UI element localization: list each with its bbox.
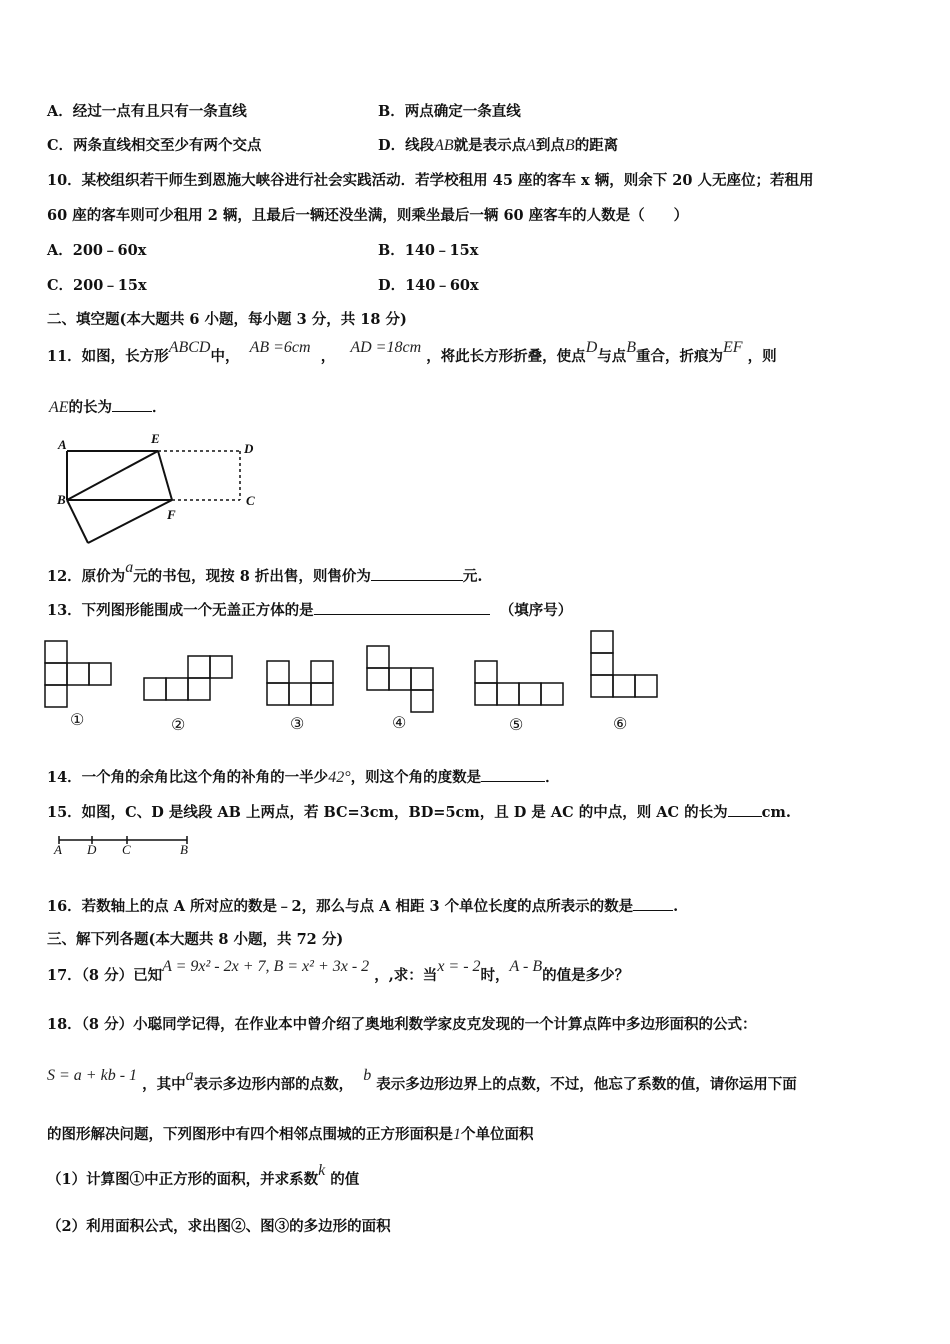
- q13-answer-blank[interactable]: [314, 600, 490, 615]
- q10-line1: 10．某校组织若干师生到恩施大峡谷进行社会实践活动．若学校租用 45 座的客车 x 辆，则余下 20 人无座位；若租用: [47, 172, 814, 189]
- cube-net-2: [143, 655, 235, 703]
- q11-label-a: A: [58, 437, 67, 452]
- q10-option-b: B．140﹣15x: [378, 242, 479, 259]
- q16-text: 16．若数轴上的点 A 所对应的数是﹣2，那么与点 A 相距 3 个单位长度的点所表示的数是 .: [47, 898, 679, 915]
- q11-text-line2: AE的长为 ．: [49, 399, 167, 416]
- q9-option-b: B．两点确定一条直线: [378, 103, 521, 120]
- q11-rectangle-fold-figure: [55, 438, 265, 550]
- q10-option-a: A．200﹣60x: [47, 242, 147, 259]
- cube-net-label-1: ①: [70, 710, 85, 729]
- cube-net-label-4: ④: [392, 713, 407, 732]
- q15-text: 15．如图，C、D 是线段 AB 上两点，若 BC=3cm，BD=5cm，且 D 是 AC 的中点，则 AC 的长为 cm.: [47, 804, 791, 821]
- q9-option-c: C．两条直线相交至少有两个交点: [47, 137, 262, 154]
- q18-sub2: （2）利用面积公式，求出图②、图③的多边形的面积: [47, 1218, 391, 1235]
- q17-text: 17．（8 分）已知A = 9x² - 2x + 7, B = x² + 3x - 2 ，,求：当x = - 2时，A - B的值是多少？: [47, 958, 630, 984]
- q11-text: 11．如图，长方形ABCD中， AB =6cm ， AD =18cm ，将此长方形折叠，使点D与点B重合，折痕为EF ，则: [47, 339, 777, 365]
- q11-answer-blank[interactable]: [112, 397, 152, 412]
- q18-line1: 18．（8 分）小聪同学记得，在作业本中曾介绍了奥地利数学家皮克发现的一个计算点阵中多边形面积的公式：: [47, 1016, 757, 1033]
- cube-net-label-2: ②: [171, 715, 186, 734]
- q16-answer-blank[interactable]: [633, 896, 673, 911]
- q11-label-d: D: [244, 441, 254, 456]
- q15-answer-blank[interactable]: [728, 802, 762, 817]
- q11-label-f: F: [167, 507, 176, 522]
- q18-line2: S = a + kb - 1 ，其中a表示多边形内部的点数， b 表示多边形边界上的点数，不过，他忘了系数的值，请你运用下面: [47, 1067, 797, 1093]
- q9-option-d: D．线段AB就是表示点A到点B的距离: [378, 137, 619, 154]
- q10-line2: 60 座的客车则可少租用 2 辆，且最后一辆还没坐满，则乘坐最后一辆 60 座客车的人数是（ ）: [47, 207, 689, 224]
- q11-label-e: E: [151, 431, 160, 446]
- cube-net-5: [474, 660, 566, 708]
- cube-net-label-3: ③: [290, 714, 305, 733]
- q10-option-c: C．200﹣15x: [47, 277, 147, 294]
- cube-net-1: [44, 640, 114, 710]
- q12-answer-blank[interactable]: [371, 566, 463, 581]
- section3-heading: 三、解下列各题(本大题共 8 小题，共 72 分): [47, 931, 344, 948]
- q13-text: 13．下列图形能围成一个无盖正方体的是 （填序号）: [47, 602, 573, 619]
- q15-label-b: B: [180, 842, 188, 857]
- cube-net-label-5: ⑤: [509, 715, 524, 734]
- cube-net-4: [366, 645, 436, 715]
- q18-sub1: （1）计算图①中正方形的面积，并求系数k 的值: [47, 1162, 360, 1188]
- q9-option-a: A．经过一点有且只有一条直线: [47, 103, 247, 120]
- cube-net-label-6: ⑥: [613, 714, 628, 733]
- cube-net-6: [590, 630, 660, 700]
- cube-net-3: [266, 660, 336, 708]
- q15-label-d: D: [87, 842, 97, 857]
- q14-answer-blank[interactable]: [481, 767, 545, 782]
- q10-option-d: D．140﹣60x: [378, 277, 479, 294]
- q11-label-b: B: [57, 492, 66, 507]
- q15-label-a: A: [54, 842, 62, 857]
- section2-heading: 二、填空题(本大题共 6 小题，每小题 3 分，共 18 分): [47, 311, 407, 328]
- q14-text: 14．一个角的余角比这个角的补角的一半少42°，则这个角的度数是 ．: [47, 769, 560, 786]
- q18-line3: 的图形解决问题，下列图形中有四个相邻点围城的正方形面积是1个单位面积: [47, 1126, 534, 1143]
- q12-text: 12．原价为a元的书包，现按 8 折出售，则售价为 元.: [47, 559, 483, 585]
- q11-label-c: C: [246, 493, 255, 508]
- q15-label-c: C: [122, 842, 131, 857]
